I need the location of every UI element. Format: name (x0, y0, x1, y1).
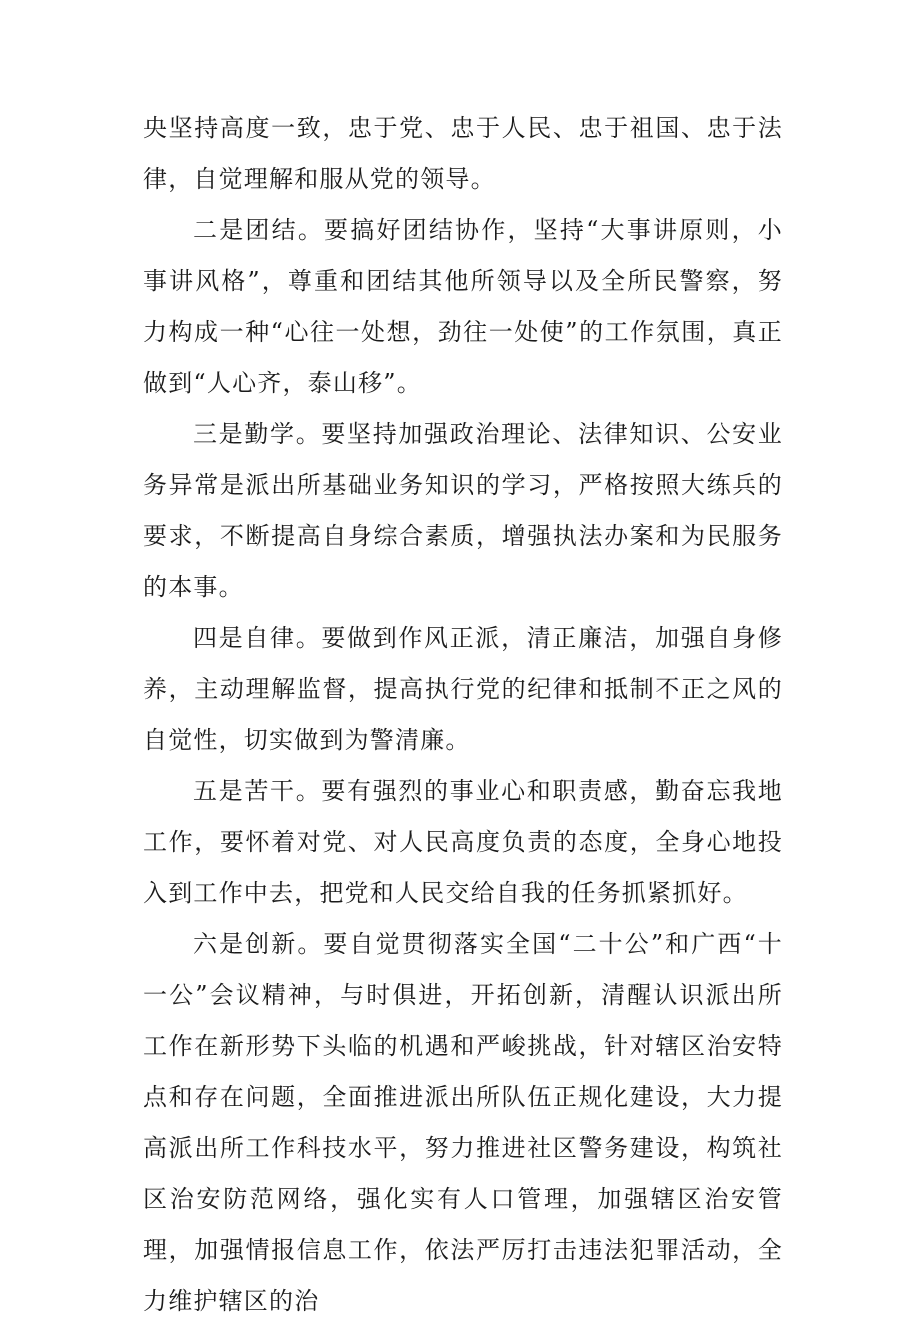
paragraph-study: 三是勤学。要坚持加强政治理论、法律知识、公安业务异常是派出所基础业务知识的学习，严格按照大练兵的要求，不断提高自身综合素质，增强执法办案和为民服务的本事。 (143, 420, 783, 601)
paragraph-continuation: 央坚持高度一致，忠于党、忠于人民、忠于祖国、忠于法律，自觉理解和服从党的领导。 (143, 114, 783, 193)
paragraph-unity: 二是团结。要搞好团结协作，坚持“大事讲原则，小事讲风格”，尊重和团结其他所领导以及全所民警察，努力构成一种“心往一处想，劲往一处使”的工作氛围，真正做到“人心齐，泰山移”。 (143, 216, 783, 397)
paragraph-innovation: 六是创新。要自觉贯彻落实全国“二十公”和广西“十一公”会议精神，与时俱进，开拓创新，清醒认识派出所工作在新形势下头临的机遇和严峻挑战，针对辖区治安特点和存在问题，全面推进派出所队伍正规化建设，大力提高派出所工作科技水平，努力推进社区警务建设，构筑社区治安防范网络，强化实有人口管理，加强辖区治安管理，加强情报信息工作，依法严厉打击违法犯罪活动，全力维护辖区的治 (143, 930, 783, 1315)
paragraph-hard-work: 五是苦干。要有强烈的事业心和职责感，勤奋忘我地工作，要怀着对党、对人民高度负责的态度，全身心地投入到工作中去，把党和人民交给自我的任务抓紧抓好。 (143, 777, 783, 907)
paragraph-discipline: 四是自律。要做到作风正派，清正廉洁，加强自身修养，主动理解监督，提高执行党的纪律和抵制不正之风的自觉性，切实做到为警清廉。 (143, 624, 783, 754)
document-body (143, 103, 783, 1327)
